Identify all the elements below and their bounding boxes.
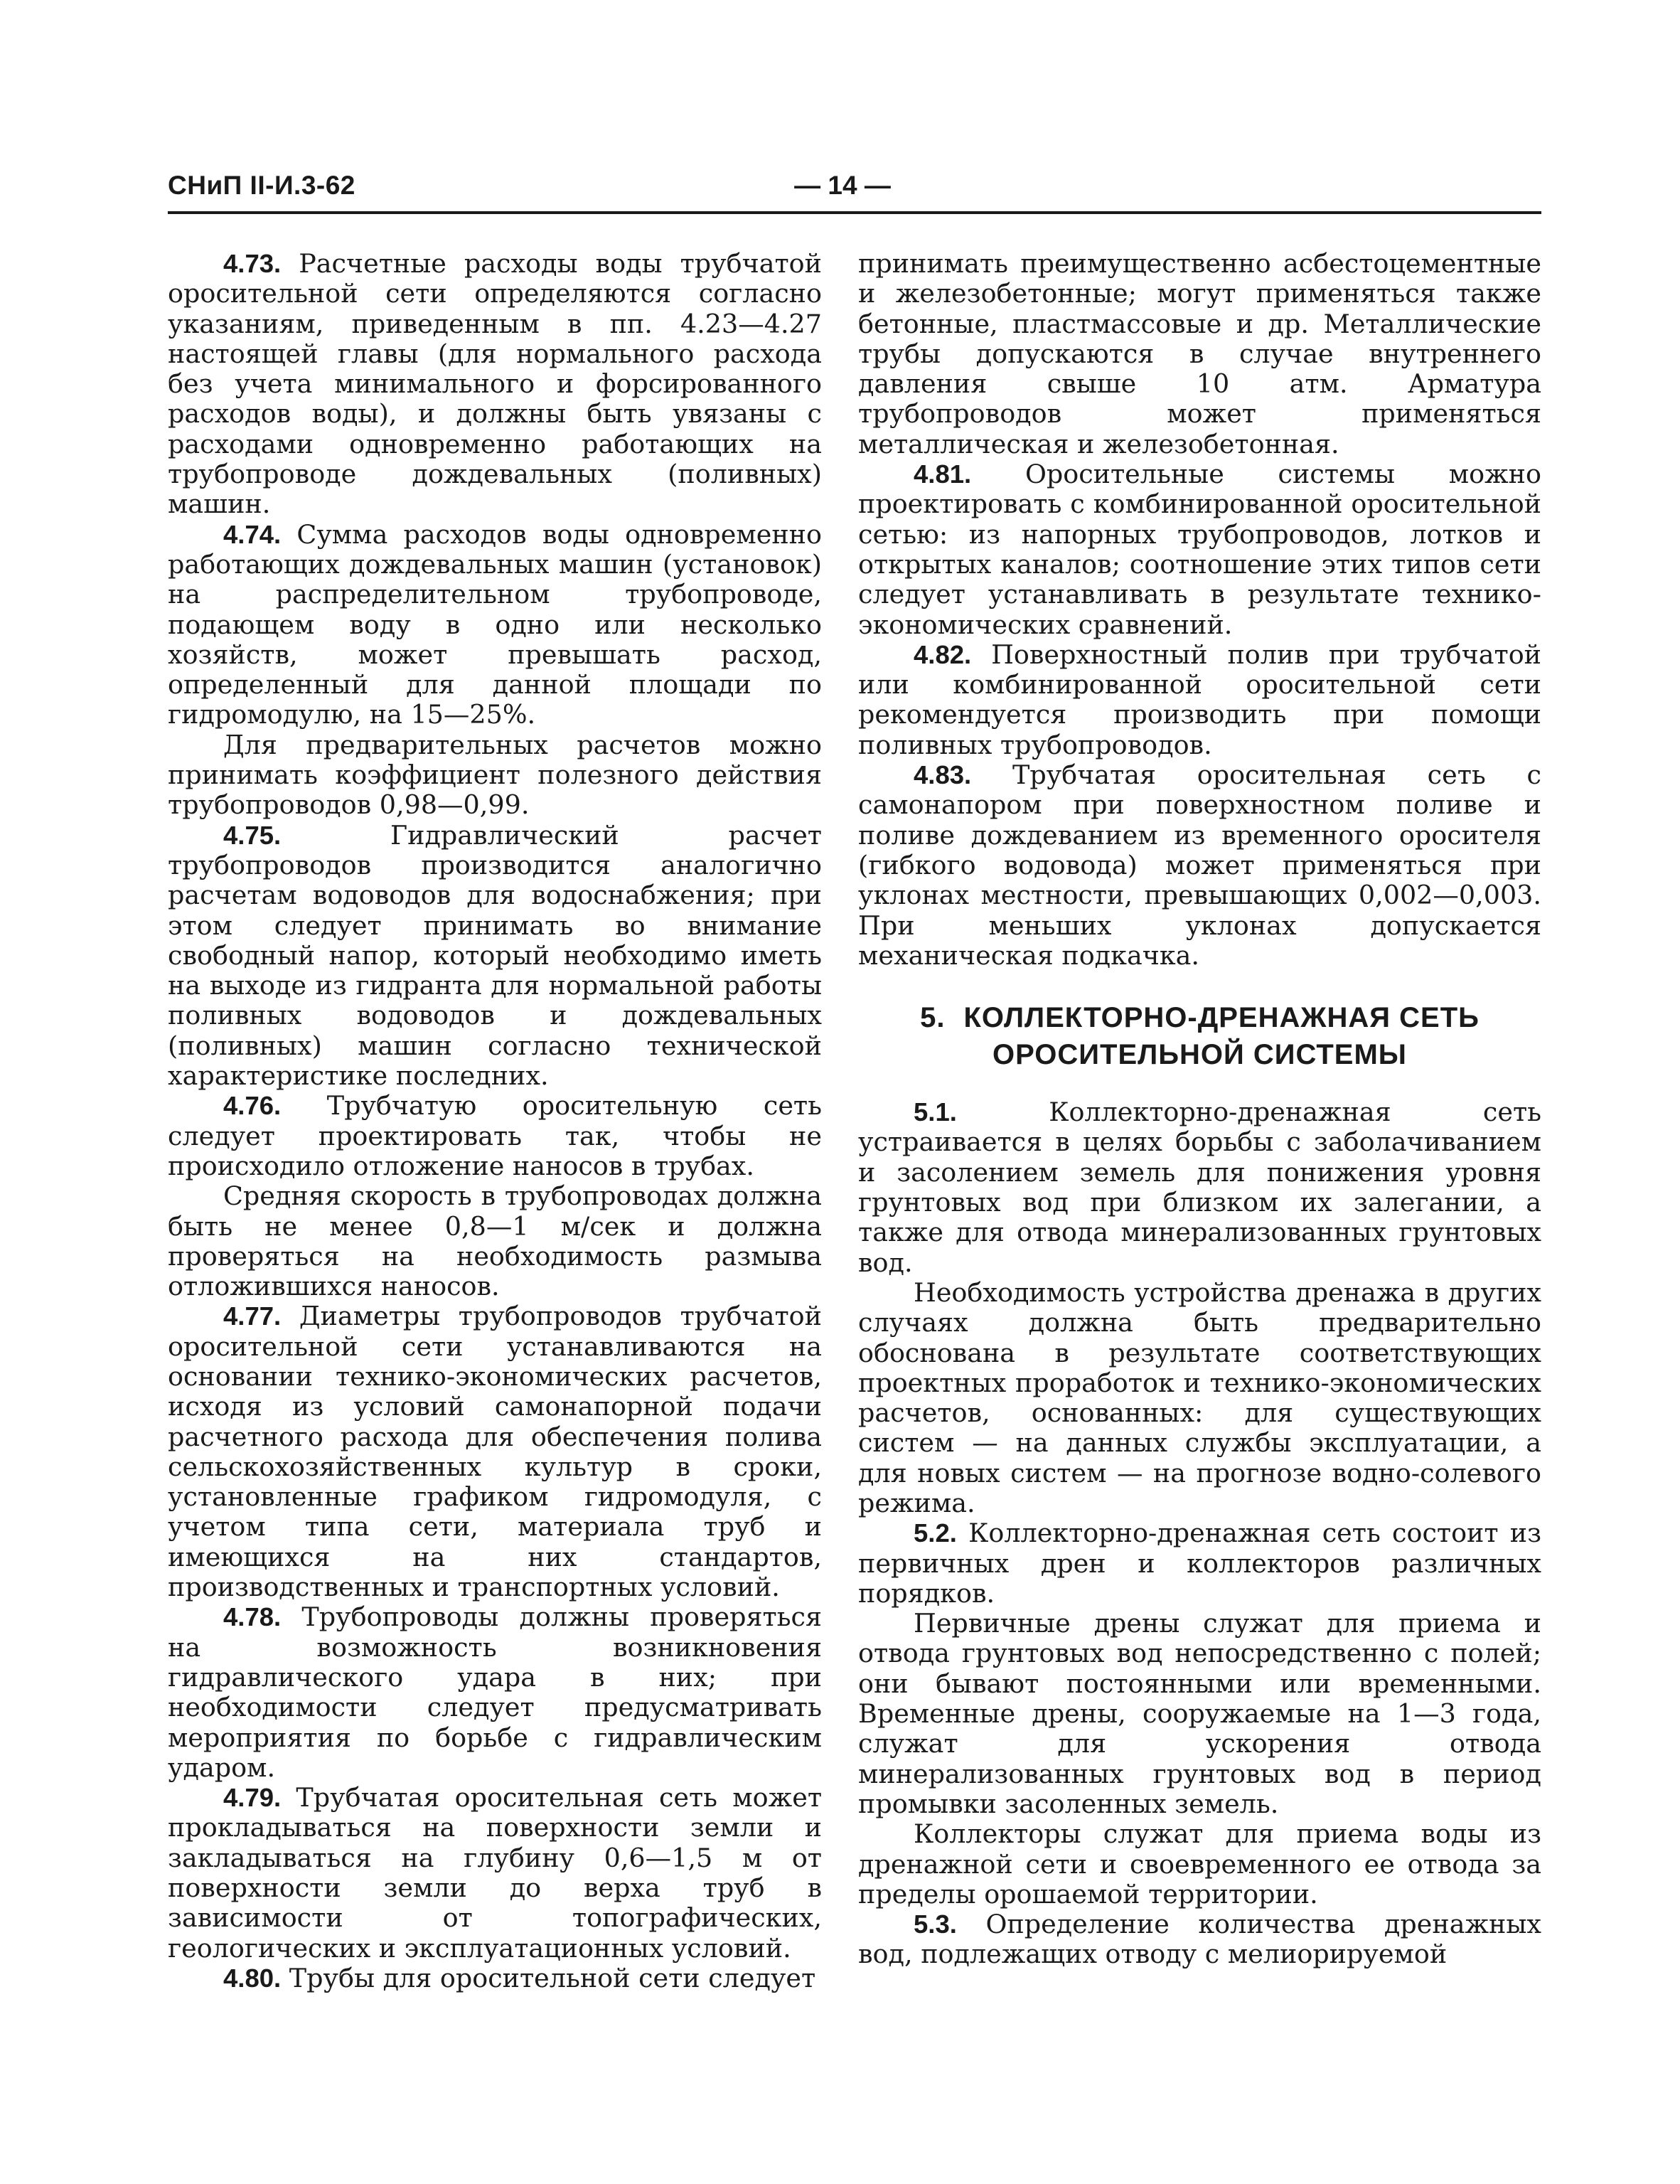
paragraph-number: 5.3. xyxy=(914,1909,957,1939)
page-number: — 14 — xyxy=(794,171,891,200)
paragraph-text: Расчетные расходы воды трубчатой оросительной сети определяются согласно указаниям, приведенным в пп. 4.23—4.27 настоящей главы (для нормального расхода без учета минимального и форсированного расходов воды), и должны быть увязаны с расходами одновременно работающих на трубопроводе дождевальных (поливных) машин. xyxy=(168,248,822,520)
paragraph-text: Коллекторно-дренажная сеть состоит из первичных дрен и коллекторов различных порядков. xyxy=(858,1518,1542,1609)
right-column-paragraphs-top xyxy=(858,249,1541,971)
numbered-paragraph xyxy=(168,1091,822,1181)
paragraph-number: 4.83. xyxy=(914,760,972,790)
paragraph-number: 5.2. xyxy=(914,1518,957,1548)
section-title-part-1: КОЛЛЕКТОРНО-ДРЕНАЖНАЯ СЕТЬ xyxy=(963,1002,1480,1034)
section-number: 5. xyxy=(920,1002,946,1034)
numbered-paragraph xyxy=(168,520,822,730)
numbered-paragraph xyxy=(168,1964,822,1993)
right-column-paragraphs-bottom xyxy=(858,1097,1541,1970)
numbered-paragraph xyxy=(168,821,822,1092)
paragraph-text: Трубчатую оросительную сеть следует проектировать так, чтобы не происходило отложение наносов в трубах. xyxy=(168,1090,822,1181)
paragraph-text: Трубы для оросительной сети следует xyxy=(289,1962,816,1993)
numbered-paragraph xyxy=(168,1301,822,1602)
paragraph-text: Необходимость устройства дренажа в других случаях должна быть предварительно обоснована в результате соответствующих проектных проработок и технико-экономических расчетов, основанных: для существующих систем — на данных службы эксплуатации, а для новых систем — на прогнозе водно-солевого режима. xyxy=(858,1277,1541,1518)
paragraph-number: 4.80. xyxy=(223,1963,282,1993)
paragraph-text: Гидравлический расчет трубопроводов производится аналогично расчетам водоводов для водоснабжения; при этом следует принимать во внимание свободный напор, который необходимо иметь на выходе из гидранта для нормальной работы поливных водоводов и дождевальных (поливных) машин согласно технической характеристике последних. xyxy=(168,819,822,1092)
paragraph-number: 4.74. xyxy=(223,519,282,549)
paragraph-text: Трубопроводы должны проверяться на возможность возникновения гидравлического удара в них; при необходимости следует предусматривать мероприятия по борьбе с гидравлическим ударом. xyxy=(168,1602,823,1783)
right-column xyxy=(858,249,1541,1970)
header-rule xyxy=(168,211,1541,214)
paragraph-text: Коллекторно-дренажная сеть устраивается в целях борьбы с заболачиванием и засолением земель для понижения уровня грунтовых вод при близком их залегании, а также для отвода минерализованных грунтовых вод. xyxy=(858,1097,1542,1278)
paragraph-text: Сумма расходов воды одновременно работающих дождевальных машин (установок) на распределительном трубопроводе, подающем воду в одно или несколько хозяйств, может превышать расход, определенный для данной площади по гидромодулю, на 15—25%. xyxy=(168,518,822,730)
paragraph xyxy=(858,249,1541,459)
numbered-paragraph xyxy=(168,1783,822,1964)
paragraph xyxy=(858,1609,1541,1819)
numbered-paragraph xyxy=(858,459,1541,640)
paragraph-number: 4.73. xyxy=(223,249,282,278)
numbered-paragraph xyxy=(858,640,1541,760)
section-heading xyxy=(858,999,1541,1073)
paragraph-text: Оросительные системы можно проектировать с комбинированной оросительной сетью: из напорных трубопроводов, лотков и открытых каналов; соотношение этих типов сети следует устанавливать в результате технико-экономических сравнений. xyxy=(858,459,1541,640)
numbered-paragraph xyxy=(858,760,1541,971)
paragraph-text: Коллекторы служат для приема воды из дренажной сети и своевременного ее отвода за пределы орошаемой территории. xyxy=(858,1818,1541,1909)
paragraph-number: 4.82. xyxy=(914,639,972,669)
section-title-part-2: ОРОСИТЕЛЬНОЙ СИСТЕМЫ xyxy=(993,1039,1407,1071)
paragraph-number: 4.77. xyxy=(223,1301,282,1331)
numbered-paragraph xyxy=(858,1909,1541,1970)
paragraph-text: Поверхностный полив при трубчатой или комбинированной оросительной сети рекомендуется производить при помощи поливных трубопроводов. xyxy=(858,639,1541,760)
numbered-paragraph xyxy=(168,249,822,520)
document-code: СНиП II-И.3-62 xyxy=(168,171,355,200)
paragraph-text: Средняя скорость в трубопроводах должна быть не менее 0,8—1 м/сек и должна проверяться на необходимость размыва отложившихся наносов. xyxy=(168,1181,822,1302)
numbered-paragraph xyxy=(858,1097,1541,1278)
paragraph-number: 4.81. xyxy=(914,459,972,489)
paragraph-text: Первичные дрены служат для приема и отвода грунтовых вод непосредственно с полей; они бывают постоянными или временными. Временные дрены, сооружаемые на 1—3 года, служат для ускорения отвода минерализованных грунтовых вод в период промывки засоленных земель. xyxy=(858,1608,1541,1819)
paragraph-number: 4.78. xyxy=(223,1602,282,1632)
paragraph-number: 5.1. xyxy=(914,1097,957,1127)
paragraph-number: 4.75. xyxy=(223,820,282,850)
paragraph xyxy=(858,1278,1541,1518)
paragraph xyxy=(858,1819,1541,1909)
paragraph-text: Диаметры трубопроводов трубчатой оросительной сети устанавливаются на основании технико-экономических расчетов, исходя из условий самонапорной подачи расчетного расхода для обеспечения полива сельскохозяйственных культур в сроки, установленные графиком гидромодуля, с учетом типа сети, материала труб и имеющихся на них стандартов, производственных и транспортных условий. xyxy=(168,1301,822,1603)
paragraph-text: Трубчатая оросительная сеть может прокладываться на поверхности земли и закладываться на глубину 0,6—1,5 м от поверхности земли до верха труб в зависимости от топографических, геологических и эксплуатационных условий. xyxy=(168,1782,823,1964)
paragraph-number: 4.79. xyxy=(223,1783,282,1813)
paragraph-text: Определение количества дренажных вод, подлежащих отводу с мелиорируемой xyxy=(858,1909,1541,1970)
paragraph xyxy=(168,730,822,821)
paragraph-text: Трубчатая оросительная сеть с самонапором при поверхностном поливе и поливе дождеванием из временного оросителя (гибкого водовода) может применяться при уклонах местности, превышающих 0,002—0,003. При меньших уклонах допускается механическая подкачка. xyxy=(858,760,1541,971)
numbered-paragraph xyxy=(858,1518,1541,1609)
left-column xyxy=(168,249,822,1993)
paragraph-text: Для предварительных расчетов можно принимать коэффициент полезного действия трубопроводов 0,98—0,99. xyxy=(168,729,822,821)
paragraph-text: принимать преимущественно асбестоцементные и железобетонные; могут применяться также бетонные, пластмассовые и др. Металлические трубы допускаются в случае внутреннего давления свыше 10 атм. Арматура трубопроводов может применяться металлическая и железобетонная. xyxy=(858,248,1541,459)
paragraph xyxy=(168,1181,822,1301)
section-heading-line-1 xyxy=(858,999,1541,1036)
numbered-paragraph xyxy=(168,1602,822,1783)
paragraph-number: 4.76. xyxy=(223,1091,282,1121)
